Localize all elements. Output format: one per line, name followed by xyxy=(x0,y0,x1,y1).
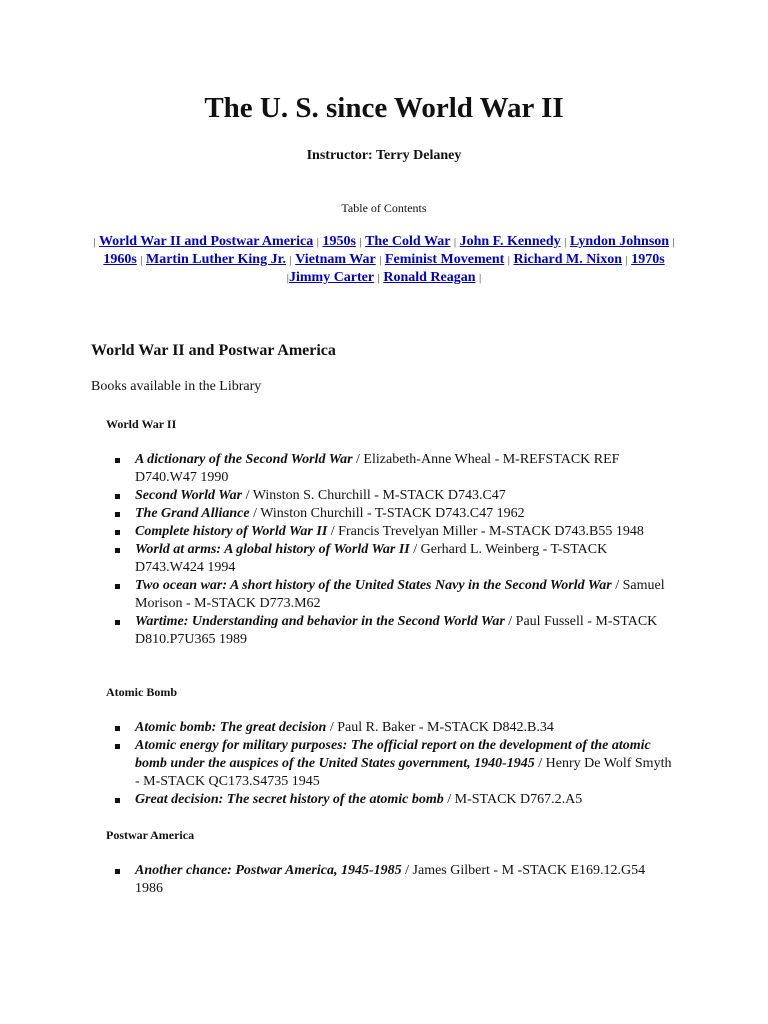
toc-separator: | xyxy=(286,272,289,284)
book-details: / Paul Fussell - M-STACK D810.P7U365 1989 xyxy=(135,614,658,647)
book-title: Another chance: Postwar America, 1945-1985 xyxy=(135,863,402,878)
book-list-atomic-bomb xyxy=(114,719,674,809)
toc-link-ww2-postwar[interactable]: World War II and Postwar America xyxy=(98,234,314,249)
page-title: The U. S. since World War II xyxy=(204,92,564,124)
toc-links xyxy=(86,233,682,287)
toc-separator: | xyxy=(379,254,382,266)
toc-link-vietnam[interactable]: Vietnam War xyxy=(295,252,376,267)
book-item xyxy=(114,791,674,809)
book-list-postwar-america xyxy=(114,862,674,898)
book-title: A dictionary of the Second World War xyxy=(135,452,353,467)
section-subtitle: Books available in the Library xyxy=(91,379,262,394)
book-details: / James Gilbert - M -STACK E169.12.G54 1986 xyxy=(135,863,646,896)
book-title: The Grand Alliance xyxy=(135,506,250,521)
bullet-icon xyxy=(115,620,120,625)
toc-heading: Table of Contents xyxy=(341,201,427,215)
toc-separator: | xyxy=(507,254,510,266)
toc-separator: | xyxy=(93,236,96,248)
toc-link-nixon[interactable]: Richard M. Nixon xyxy=(513,252,622,267)
group-heading-postwar-america: Postwar America xyxy=(106,828,195,842)
toc-link-cold-war[interactable]: The Cold War xyxy=(365,234,451,249)
book-details: / Paul R. Baker - M-STACK D842.B.34 xyxy=(326,720,554,735)
book-details: / Winston S. Churchill - M-STACK D743.C47 xyxy=(242,488,506,503)
book-title: Second World War xyxy=(135,488,243,503)
toc-separator: | xyxy=(453,236,457,248)
toc-link-lbj[interactable]: Lyndon Johnson xyxy=(569,234,670,249)
bullet-icon xyxy=(115,512,120,517)
toc-link-1950s[interactable]: 1950s xyxy=(322,234,356,249)
toc-link-1970s[interactable]: 1970s xyxy=(631,252,665,267)
bullet-icon xyxy=(115,530,120,535)
bullet-icon xyxy=(115,744,120,749)
book-item xyxy=(114,613,674,649)
section-title: World War II and Postwar America xyxy=(91,342,336,359)
toc-separator: | xyxy=(377,272,380,284)
book-title: Wartime: Understanding and behavior in the Second World War xyxy=(135,614,505,629)
book-item xyxy=(114,577,674,613)
toc-separator: | xyxy=(672,236,675,248)
toc-link-jfk[interactable]: John F. Kennedy xyxy=(459,234,561,249)
book-item xyxy=(114,505,674,523)
book-item xyxy=(114,862,674,898)
toc-separator: | xyxy=(479,272,482,284)
book-title: Great decision: The secret history of the atomic bomb xyxy=(135,792,444,807)
book-item xyxy=(114,719,674,737)
bullet-icon xyxy=(115,548,120,553)
bullet-icon xyxy=(115,726,120,731)
book-details: / Winston Churchill - T-STACK D743.C47 1962 xyxy=(249,506,525,521)
book-title: World at arms: A global history of World War II xyxy=(135,542,410,557)
bullet-icon xyxy=(115,798,120,803)
toc-separator: | xyxy=(289,254,292,266)
book-item xyxy=(114,737,674,791)
book-details: / Elizabeth-Anne Wheal - M-REFSTACK REF D740.W47 1990 xyxy=(135,452,620,485)
toc-separator: | xyxy=(359,236,362,248)
bullet-icon xyxy=(115,458,120,463)
bullet-icon xyxy=(115,869,120,874)
instructor-line: Instructor: Terry Delaney xyxy=(306,148,462,163)
book-item xyxy=(114,541,674,577)
toc-link-mlk[interactable]: Martin Luther King Jr. xyxy=(146,252,287,267)
book-title: Atomic bomb: The great decision xyxy=(135,720,327,735)
group-heading-world-war-ii: World War II xyxy=(106,417,177,431)
book-list-world-war-ii xyxy=(114,451,674,649)
book-item xyxy=(114,451,674,487)
toc-separator: | xyxy=(140,254,143,266)
bullet-icon xyxy=(115,494,120,499)
book-item xyxy=(114,487,674,505)
book-details: / Francis Trevelyan Miller - M-STACK D743.B55 1948 xyxy=(327,524,644,539)
toc-link-feminist[interactable]: Feminist Movement xyxy=(384,252,505,267)
book-details: / Gerhard L. Weinberg - T-STACK D743.W424 1994 xyxy=(135,542,608,575)
toc-separator: | xyxy=(316,236,319,248)
bullet-icon xyxy=(115,584,120,589)
book-title: Two ocean war: A short history of the United States Navy in the Second World War xyxy=(135,578,612,593)
book-details: / Samuel Morison - M-STACK D773.M62 xyxy=(135,578,665,611)
book-details: / M-STACK D767.2.A5 xyxy=(443,792,583,807)
group-heading-atomic-bomb: Atomic Bomb xyxy=(106,685,177,699)
book-title: Atomic energy for military purposes: The official report on the development of the atomic bomb under the auspices of the United States government, 1940-1945 xyxy=(135,738,651,771)
book-details: / Henry De Wolf Smyth - M-STACK QC173.S4735 1945 xyxy=(135,756,672,789)
toc-link-reagan[interactable]: Ronald Reagan xyxy=(383,270,476,285)
book-item xyxy=(114,523,674,541)
toc-separator: | xyxy=(625,254,628,266)
toc-link-carter[interactable]: Jimmy Carter xyxy=(288,270,375,285)
book-title: Complete history of World War II xyxy=(135,524,328,539)
toc-link-1960s[interactable]: 1960s xyxy=(103,252,137,267)
toc-separator: | xyxy=(564,236,567,248)
